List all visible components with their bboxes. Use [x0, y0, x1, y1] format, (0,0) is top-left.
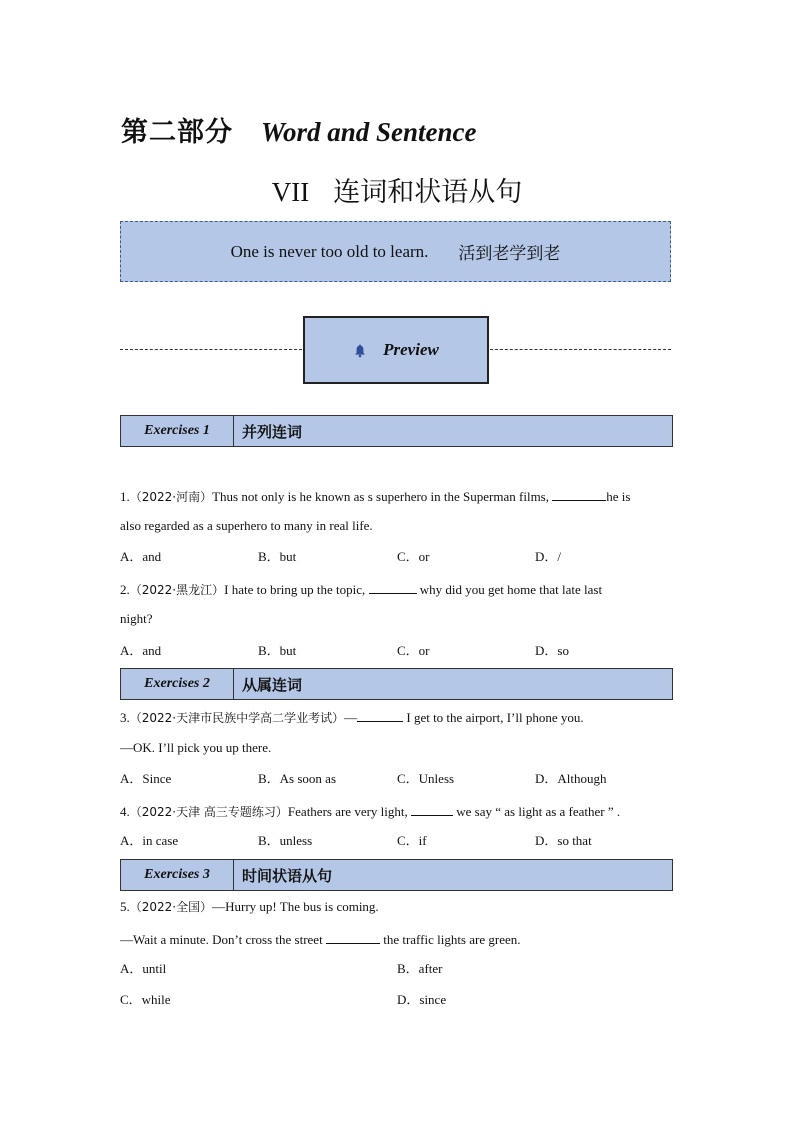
q4-number: 4. [120, 804, 130, 819]
q2-number: 2. [120, 582, 130, 597]
q2-option-d[interactable]: D．so [535, 643, 569, 658]
bell-icon [353, 343, 367, 357]
q2-text-a: I hate to bring up the topic, [224, 582, 366, 597]
exercises-3-title: 时间状语从句 [242, 866, 333, 885]
q1-option-d[interactable]: D．/ [535, 549, 562, 564]
exercises-2-label: Exercises 2 [121, 669, 234, 699]
q4-source: （2022·天津 高三专题练习） [129, 805, 288, 819]
q5-blank[interactable] [326, 930, 380, 944]
q4-text-b: we say “ as light as a feather ” . [456, 804, 621, 819]
q3-option-d[interactable]: D．Although [535, 771, 607, 786]
q4-line-1 [120, 802, 620, 820]
preview-label: Preview [383, 340, 439, 359]
q1-source: （2022·河南） [129, 490, 213, 504]
exercises-3-label: Exercises 3 [121, 860, 234, 890]
q3-number: 3. [120, 710, 130, 725]
q4-option-b[interactable]: B．unless [258, 833, 313, 848]
motto-en: One is never too old to learn. [230, 241, 429, 261]
q1-text-a: Thus not only is he known as s superhero in the Superman films, [212, 489, 549, 504]
q1-option-c[interactable]: C．or [397, 549, 430, 564]
exercises-1-header [120, 415, 673, 447]
part-title-en: Word and Sentence [261, 117, 477, 147]
q1-line-2: also regarded as a superhero to many in real life. [120, 518, 373, 533]
q3-line-1 [120, 708, 584, 726]
exercises-2-title: 从属连词 [242, 675, 303, 694]
q1-number: 1. [120, 489, 130, 504]
q3-blank[interactable] [357, 708, 403, 722]
q4-option-d[interactable]: D．so that [535, 833, 592, 848]
q5-text-a: —Hurry up! The bus is coming. [212, 899, 379, 914]
divider-right [490, 349, 671, 350]
q5-number: 5. [120, 899, 130, 914]
q5-text-b2: the traffic lights are green. [383, 932, 521, 947]
exercises-1-title: 并列连词 [242, 422, 303, 441]
q4-blank[interactable] [411, 802, 453, 816]
q3-option-c[interactable]: C．Unless [397, 771, 455, 786]
q2-option-c[interactable]: C．or [397, 643, 430, 658]
motto-box [120, 221, 671, 282]
exercises-3-header [120, 859, 673, 891]
q4-option-c[interactable]: C．if [397, 833, 427, 848]
q4-text-a: Feathers are very light, [287, 804, 408, 819]
q1-line-1 [120, 487, 630, 505]
q2-line-2: night? [120, 611, 153, 626]
q1-blank[interactable] [552, 487, 606, 501]
q5-source: （2022·全国） [129, 900, 213, 914]
q1-text-b: he is [606, 489, 631, 504]
q1-option-b[interactable]: B．but [258, 549, 297, 564]
q3-line-2: —OK. I’ll pick you up there. [120, 740, 272, 755]
q2-blank[interactable] [369, 580, 417, 594]
q2-source: （2022·黑龙江） [129, 583, 225, 597]
q5-option-d[interactable]: D．since [397, 992, 447, 1007]
exercises-2-header [120, 668, 673, 700]
part-title [121, 110, 477, 149]
q5-line-2 [120, 930, 520, 948]
q3-source: （2022·天津市民族中学高二学业考试） [129, 711, 345, 725]
q3-text-a: — [344, 710, 358, 725]
chapter-title-cn: 连词和状语从句 [333, 177, 523, 208]
q5-option-a[interactable]: A．until [120, 961, 167, 976]
q4-option-a[interactable]: A．in case [120, 833, 179, 848]
chapter-number: VII [271, 177, 310, 207]
q1-option-a[interactable]: A．and [120, 549, 162, 564]
q3-option-a[interactable]: A．Since [120, 771, 172, 786]
q5-option-b[interactable]: B．after [397, 961, 443, 976]
motto-cn: 活到老学到老 [458, 244, 561, 264]
exercises-1-label: Exercises 1 [121, 416, 234, 446]
divider-left [120, 349, 302, 350]
q2-option-b[interactable]: B．but [258, 643, 297, 658]
q5-line-1 [120, 899, 379, 915]
q3-text-b: I get to the airport, I’ll phone you. [406, 710, 584, 725]
q2-line-1 [120, 580, 602, 598]
preview-box [303, 316, 489, 384]
part-title-cn: 第二部分 [121, 117, 233, 148]
q5-text-a2: —Wait a minute. Don’t cross the street [120, 932, 323, 947]
q2-option-a[interactable]: A．and [120, 643, 162, 658]
chapter-title [0, 170, 794, 209]
q2-text-b: why did you get home that late last [419, 582, 603, 597]
q5-option-c[interactable]: C．while [120, 992, 171, 1007]
q3-option-b[interactable]: B．As soon as [258, 771, 337, 786]
